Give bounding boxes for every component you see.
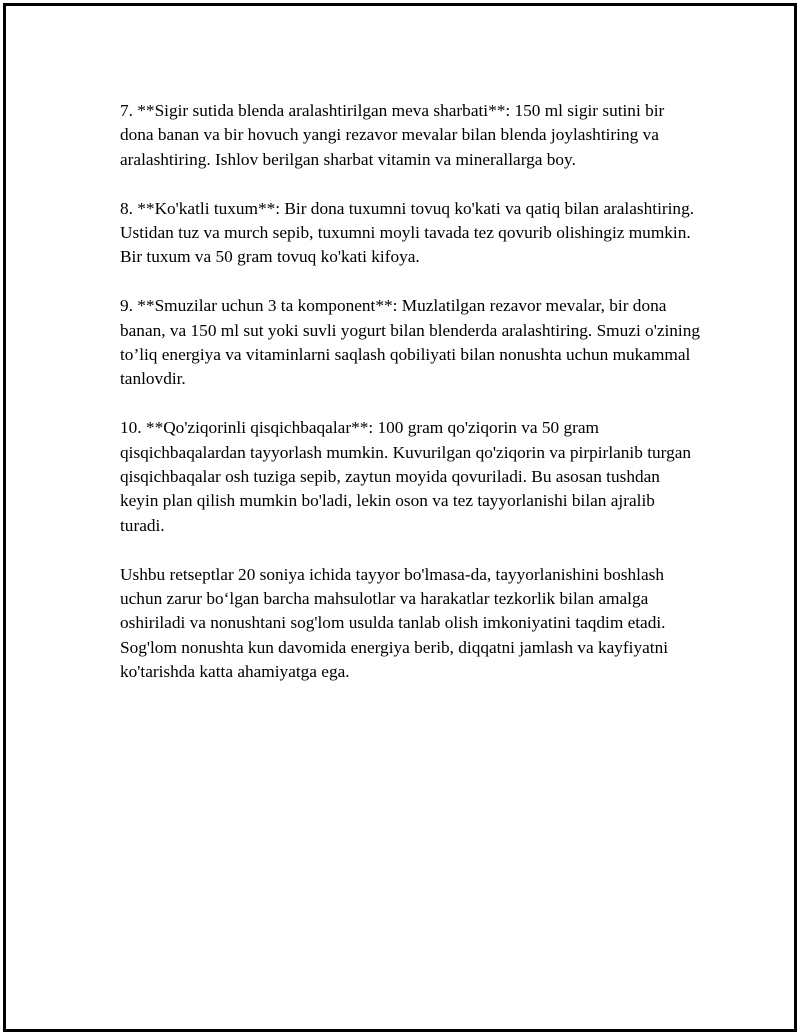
document-body: [120, 99, 700, 709]
recipe-paragraph-8: 8. **Ko'katli tuxum**: Bir dona tuxumni tovuq ko'kati va qatiq bilan aralashtiring. Ustidan tuz va murch sepib, tuxumni moyli tavada tez qovurib olishingiz mumkin. Bir tuxum va 50 gram tovuq ko'kati kifoya.: [120, 198, 695, 267]
recipe-paragraph-9: 9. **Smuzilar uchun 3 ta komponent**: Muzlatilgan rezavor mevalar, bir dona banan, va 150 ml sut yoki suvli yogurt bilan blenderda aralashtiring. Smuzi o'zining to’liq energiya va vitaminlarni saqlash qobiliyati bilan nonushta uchun mukammal tanlovdir.: [120, 296, 701, 389]
conclusion-paragraph: Ushbu retseptlar 20 soniya ichida tayyor bo'lmasa-da, tayyorlanishini boshlash uchun zarur bo‘lgan barcha mahsulotlar va harakatlar tezkorlik bilan amalga oshiriladi va nonushtani sog'lom usulda tanlab olish imkoniyatini taqdim etadi. Sog'lom nonushta kun davomida energiya berib, diqqatni jamlash va kayfiyatni ko'tarishda katta ahamiyatga ega.: [120, 564, 669, 682]
recipe-paragraph-7: 7. **Sigir sutida blenda aralashtirilgan meva sharbati**: 150 ml sigir sutini bir dona banan va bir hovuch yangi rezavor mevalar bilan blenda joylashtiring va aralashtiring. Ishlov berilgan sharbat vitamin va minerallarga boy.: [120, 101, 665, 169]
recipe-paragraph-10: 10. **Qo'ziqorinli qisqichbaqalar**: 100 gram qo'ziqorin va 50 gram qisqichbaqalardan tayyorlash mumkin. Kuvurilgan qo'ziqorin va pirpirlanib turgan qisqichbaqalar osh tuziga sepib, zaytun moyida qovuriladi. Bu asosan tushdan keyin plan qilish mumkin bo'ladi, lekin oson va tez tayyorlanishi bilan ajralib turadi.: [120, 418, 692, 535]
page-frame: [3, 3, 797, 1032]
